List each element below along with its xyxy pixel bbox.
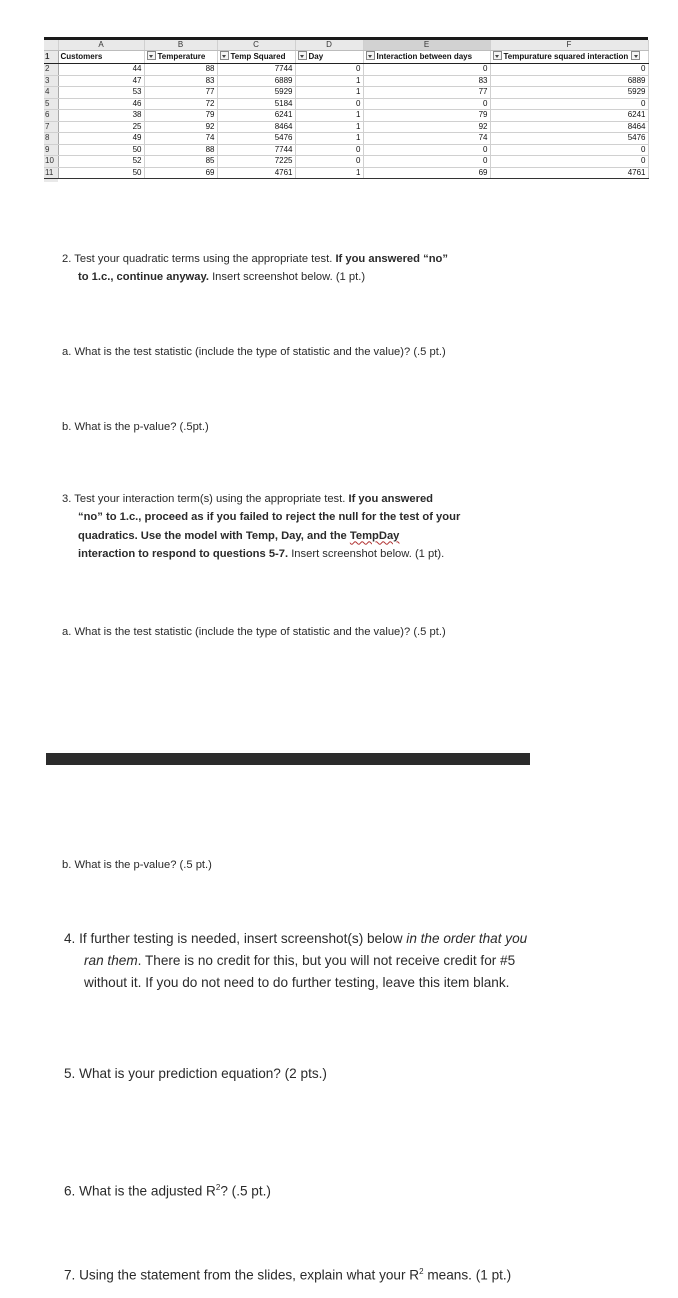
table-row bbox=[44, 75, 648, 87]
table-row bbox=[44, 156, 648, 168]
cell: 5929 bbox=[490, 87, 648, 99]
question-text: 7. Using the statement from the slides, explain what your R bbox=[64, 1267, 420, 1283]
question-italic-text: ran them bbox=[84, 953, 138, 968]
cell: 72 bbox=[144, 98, 217, 110]
cell: 88 bbox=[144, 144, 217, 156]
row-number: 6 bbox=[44, 110, 58, 122]
cell: 0 bbox=[490, 98, 648, 110]
header-customers bbox=[58, 51, 144, 64]
row-number: 5 bbox=[44, 98, 58, 110]
question-7 bbox=[64, 1261, 511, 1287]
table-row bbox=[44, 64, 648, 76]
header-label: Day bbox=[308, 52, 324, 61]
question-bold-text: If you answered “no” bbox=[335, 253, 448, 265]
filter-dropdown-icon bbox=[147, 51, 156, 60]
screenshot-placeholder-bar bbox=[46, 753, 530, 765]
spellcheck-word: TempDay bbox=[349, 529, 400, 542]
question-number: 2. bbox=[62, 253, 75, 265]
table-row bbox=[44, 167, 648, 179]
cell: 85 bbox=[144, 156, 217, 168]
question-5: 5. What is your prediction equation? (2 pts.) bbox=[64, 1066, 327, 1081]
cell: 0 bbox=[363, 64, 490, 76]
cell: 88 bbox=[144, 64, 217, 76]
cell: 6889 bbox=[217, 75, 295, 87]
cell: 0 bbox=[490, 64, 648, 76]
column-letter: E bbox=[363, 40, 490, 51]
cell: 47 bbox=[58, 75, 144, 87]
column-letter: B bbox=[144, 40, 217, 51]
cell: 0 bbox=[490, 156, 648, 168]
question-3a: a. What is the test statistic (include the type of statistic and the value)? (.5 pt.) bbox=[62, 626, 446, 638]
row-number: 4 bbox=[44, 87, 58, 99]
row-number: 3 bbox=[44, 75, 58, 87]
row-number: 2 bbox=[44, 64, 58, 76]
header-temp-squared-interaction bbox=[490, 51, 648, 64]
cell: 69 bbox=[144, 167, 217, 179]
question-text: Test your quadratic terms using the appropriate test. bbox=[74, 253, 336, 265]
row-number-cropped bbox=[44, 179, 58, 183]
header-day bbox=[295, 51, 363, 64]
data-table bbox=[44, 40, 649, 182]
header-temp-squared bbox=[217, 51, 295, 64]
header-label: Temp Squared bbox=[230, 52, 286, 61]
filter-dropdown-icon bbox=[220, 51, 229, 60]
cell: 5476 bbox=[217, 133, 295, 145]
superscript: 2 bbox=[419, 1267, 424, 1276]
table-row bbox=[44, 110, 648, 122]
cell: 1 bbox=[295, 133, 363, 145]
column-letter: C bbox=[217, 40, 295, 51]
question-4 bbox=[64, 928, 527, 994]
question-3 bbox=[62, 490, 460, 563]
cell: 0 bbox=[295, 98, 363, 110]
table-row bbox=[44, 133, 648, 145]
cell: 8464 bbox=[490, 121, 648, 133]
cell: 0 bbox=[295, 144, 363, 156]
question-italic-text: in the order that you bbox=[406, 931, 528, 946]
header-label: Customers bbox=[60, 52, 103, 61]
cell: 5929 bbox=[217, 87, 295, 99]
row-number: 7 bbox=[44, 121, 58, 133]
cell: 50 bbox=[58, 144, 144, 156]
cell: 0 bbox=[490, 144, 648, 156]
cell: 53 bbox=[58, 87, 144, 99]
cell: 7744 bbox=[217, 64, 295, 76]
table-row bbox=[44, 144, 648, 156]
cell: 83 bbox=[144, 75, 217, 87]
question-text: without it. If you do not need to do further testing, leave this item blank. bbox=[84, 975, 510, 990]
row-number: 9 bbox=[44, 144, 58, 156]
column-letter: A bbox=[58, 40, 144, 51]
superscript: 2 bbox=[215, 1183, 221, 1192]
cell: 50 bbox=[58, 167, 144, 179]
question-text: 6. What is the adjusted R bbox=[64, 1183, 216, 1199]
filter-dropdown-icon bbox=[631, 51, 640, 60]
cell: 5476 bbox=[490, 133, 648, 145]
cell: 69 bbox=[363, 167, 490, 179]
cell: 0 bbox=[363, 98, 490, 110]
cell: 92 bbox=[363, 121, 490, 133]
cell: 25 bbox=[58, 121, 144, 133]
cell: 5184 bbox=[217, 98, 295, 110]
cell: 46 bbox=[58, 98, 144, 110]
table-row bbox=[44, 98, 648, 110]
filter-dropdown-icon bbox=[493, 51, 502, 60]
question-text: Test your interaction term(s) using the appropriate test. bbox=[74, 493, 349, 505]
header-temperature bbox=[144, 51, 217, 64]
cell: 44 bbox=[58, 64, 144, 76]
select-all-corner bbox=[44, 40, 58, 51]
cell: 1 bbox=[295, 75, 363, 87]
question-text: Insert screenshot below. (1 pt.) bbox=[208, 271, 366, 283]
table-row bbox=[44, 87, 648, 99]
cell: 7225 bbox=[217, 156, 295, 168]
cell: 0 bbox=[363, 144, 490, 156]
field-header-row bbox=[44, 51, 648, 64]
spreadsheet-screenshot bbox=[44, 37, 648, 216]
question-text: means. (1 pt.) bbox=[423, 1267, 512, 1283]
cell: 8464 bbox=[217, 121, 295, 133]
header-label: Temperature bbox=[157, 52, 206, 61]
question-text: Insert screenshot below. (1 pt). bbox=[288, 547, 445, 560]
cell: 6241 bbox=[217, 110, 295, 122]
cell: 0 bbox=[295, 156, 363, 168]
question-6 bbox=[64, 1177, 271, 1203]
header-label: Interaction between days bbox=[376, 52, 473, 61]
cell: 52 bbox=[58, 156, 144, 168]
question-bold-text: “no” to 1.c., proceed as if you failed to reject the null for the test of your bbox=[78, 511, 461, 524]
cell: 7744 bbox=[217, 144, 295, 156]
cell: 77 bbox=[144, 87, 217, 99]
question-2 bbox=[62, 250, 448, 286]
cell: 4761 bbox=[217, 167, 295, 179]
cropped-row bbox=[44, 179, 648, 183]
header-interaction-days bbox=[363, 51, 490, 64]
cell: 83 bbox=[363, 75, 490, 87]
cell: 79 bbox=[363, 110, 490, 122]
row-number: 10 bbox=[44, 156, 58, 168]
question-3b: b. What is the p-value? (.5 pt.) bbox=[62, 859, 212, 871]
cell: 74 bbox=[144, 133, 217, 145]
question-number: 4. bbox=[64, 931, 80, 946]
question-bold-text: interaction to respond to questions 5-7. bbox=[78, 547, 289, 560]
question-bold-text: to 1.c., continue anyway. bbox=[78, 271, 209, 283]
question-bold-text: quadratics. Use the model with Temp, Day, and the bbox=[78, 529, 350, 542]
cell: 6241 bbox=[490, 110, 648, 122]
question-number: 3. bbox=[62, 493, 75, 505]
cell: 1 bbox=[295, 87, 363, 99]
cell: 74 bbox=[363, 133, 490, 145]
column-letter-row bbox=[44, 40, 648, 51]
cell: 1 bbox=[295, 167, 363, 179]
cell: 38 bbox=[58, 110, 144, 122]
cell: 4761 bbox=[490, 167, 648, 179]
cell: 1 bbox=[295, 110, 363, 122]
cell: 79 bbox=[144, 110, 217, 122]
row-number: 11 bbox=[44, 167, 58, 179]
filter-dropdown-icon bbox=[298, 51, 307, 60]
question-text: If further testing is needed, insert screenshot(s) below bbox=[79, 931, 407, 946]
column-letter: D bbox=[295, 40, 363, 51]
cell: 49 bbox=[58, 133, 144, 145]
cell: 92 bbox=[144, 121, 217, 133]
row-number: 1 bbox=[44, 51, 58, 64]
cell: 0 bbox=[295, 64, 363, 76]
cell: 1 bbox=[295, 121, 363, 133]
filter-dropdown-icon bbox=[366, 51, 375, 60]
header-label: Tempurature squared interaction bbox=[503, 52, 629, 61]
cell: 0 bbox=[363, 156, 490, 168]
cell: 77 bbox=[363, 87, 490, 99]
row-number: 8 bbox=[44, 133, 58, 145]
question-2a: a. What is the test statistic (include the type of statistic and the value)? (.5 pt.) bbox=[62, 346, 446, 358]
question-text: . There is no credit for this, but you will not receive credit for #5 bbox=[137, 953, 516, 968]
question-bold-text: If you answered bbox=[348, 493, 434, 505]
question-2b: b. What is the p-value? (.5pt.) bbox=[62, 421, 209, 433]
column-letter: F bbox=[490, 40, 648, 51]
question-text: ? (.5 pt.) bbox=[220, 1183, 271, 1199]
cell: 6889 bbox=[490, 75, 648, 87]
table-row bbox=[44, 121, 648, 133]
